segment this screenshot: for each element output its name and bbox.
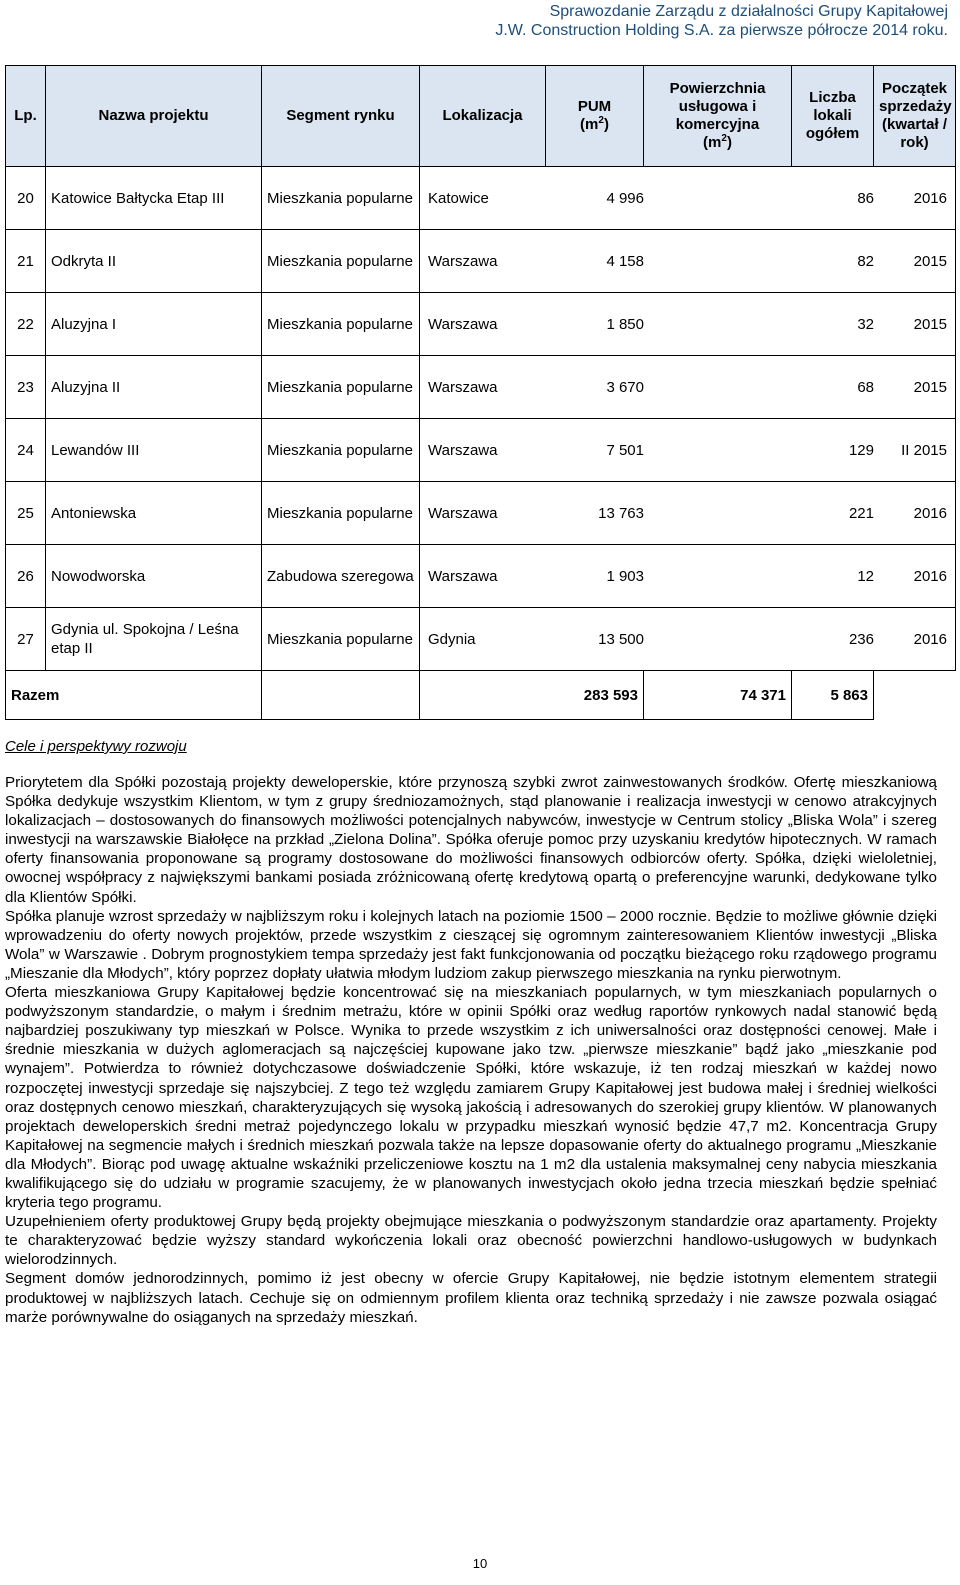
col-header-powierzchnia	[644, 66, 792, 167]
total-empty-cell	[262, 671, 420, 720]
cell-lp: 22	[6, 293, 46, 356]
cell-liczba: 236	[848, 630, 874, 648]
cell-liczba: 12	[857, 567, 874, 585]
col-header-pum	[546, 66, 644, 167]
cell-lp: 21	[6, 230, 46, 293]
cell-poczatek: 2016	[913, 567, 947, 585]
cell-lp: 25	[6, 482, 46, 545]
col-header-lp: Lp.	[6, 66, 46, 167]
cell-segment: Mieszkania popularne	[262, 608, 420, 671]
cell-lp: 23	[6, 356, 46, 419]
cell-pum: 13 763	[598, 504, 644, 522]
col-header-nazwa: Nazwa projektu	[46, 66, 262, 167]
cell-poczatek: 2016	[913, 504, 947, 522]
table-row	[6, 545, 956, 608]
paragraph: Priorytetem dla Spółki pozostają projekty deweloperskie, które przynoszą szybki zwrot zainwestowanych środków. Ofertę mieszkaniową Spółka dedykuje wszystkim Klientom, w tym z grupy średniozamożnych, stąd planowanie i realizacja inwestycji w cenowo atrakcyjnych lokalizacjach – dostosowanych do finansowych możliwości potencjalnych nabywców, inwestycje w Centrum stolicy „Bliska Wola” i szereg inwestycji na warszawskie Białołęce na przkład „Zielona Dolina”. Spółka oferuje pomoc przy uzyskaniu kredytów hipotecznych. W ramach oferty finansowania proponowane są programy dostosowane do możliwości finansowych odbiorców oferty. Spółka, dzięki wieloletniej, owocnej współpracy z największymi bankami posiada zróżnicowaną ofertę kredytową opartą o preferencyjne warunki, dedykowane tylko dla Klientów Spółki.	[5, 774, 937, 906]
cell-nazwa: Nowodworska	[46, 545, 262, 608]
col-header-segment: Segment rynku	[262, 66, 420, 167]
cell-details	[420, 608, 956, 671]
col-header-pow-label: Powierzchnia usługowa i komercyjna	[669, 80, 766, 133]
cell-lokalizacja: Warszawa	[428, 315, 498, 333]
body-text	[5, 773, 937, 1327]
cell-lokalizacja: Gdynia	[428, 630, 476, 648]
table-header-row	[6, 66, 956, 167]
table-row	[6, 419, 956, 482]
cell-lp: 24	[6, 419, 46, 482]
cell-segment: Mieszkania popularne	[262, 293, 420, 356]
cell-nazwa: Aluzyjna I	[46, 293, 262, 356]
table-row	[6, 167, 956, 230]
cell-details	[420, 545, 956, 608]
pum-unit-close: )	[603, 116, 609, 133]
table-row	[6, 293, 956, 356]
cell-details	[420, 293, 956, 356]
paragraph: Uzupełnieniem oferty produktowej Grupy będą projekty obejmujące mieszkania o podwyższonym standardzie oraz apartamenty. Projekty te charakteryzować będzie wyższy standard wykończenia lokali oraz obecność powierzchni handlowo-usługowych w budynkach wielorodzinnych.	[5, 1213, 937, 1269]
header-line-1: Sprawozdanie Zarządu z działalności Grupy Kapitałowej	[549, 3, 948, 20]
cell-lokalizacja: Warszawa	[428, 252, 498, 270]
cell-lokalizacja: Warszawa	[428, 504, 498, 522]
table-row	[6, 608, 956, 671]
total-blank	[874, 671, 956, 720]
total-pum: 283 593	[420, 671, 644, 720]
cell-segment: Zabudowa szeregowa	[262, 545, 420, 608]
total-pow: 74 371	[644, 671, 792, 720]
cell-nazwa: Aluzyjna II	[46, 356, 262, 419]
col-header-lokalizacja: Lokalizacja	[420, 66, 546, 167]
cell-poczatek: 2015	[913, 315, 947, 333]
cell-nazwa: Lewandów III	[46, 419, 262, 482]
cell-liczba: 86	[857, 189, 874, 207]
table-row	[6, 356, 956, 419]
cell-lp: 26	[6, 545, 46, 608]
paragraph: Spółka planuje wzrost sprzedaży w najbliższym roku i kolejnych latach na poziomie 1500 – 2000 rocznie. Będzie to możliwe głównie dzięki wprowadzeniu do oferty nowych projektów, przede wszystkim z cieszącej się ogromnym zainteresowaniem Klientów inwestycji „Bliska Wola” w Warszawie . Dobrym prognostykiem tempa sprzedaży jest fakt funkcjonowania od początku bieżącego roku rządowego programu „Mieszanie dla Młodych”, który poprzez dopłaty ułatwia młodym ludziom zakup pierwszego mieszkania na rynku pierwotnym.	[5, 907, 937, 982]
paragraph: Segment domów jednorodzinnych, pomimo iż jest obecny w ofercie Grupy Kapitałowej, nie będzie istotnym elementem strategii produktowej w najbliższych latach. Cechuje się on odmiennym profilem klienta oraz techniką sprzedaży i nie zawsze pozwala osiągać marże porównywalne do osiąganych na sprzedaży mieszkań.	[5, 1270, 937, 1326]
cell-liczba: 68	[857, 378, 874, 396]
cell-liczba: 221	[848, 504, 874, 522]
pow-unit-sup: 2	[721, 133, 727, 144]
cell-lokalizacja: Warszawa	[428, 378, 498, 396]
section-title: Cele i perspektywy rozwoju	[5, 738, 187, 755]
cell-poczatek: 2015	[913, 378, 947, 396]
cell-segment: Mieszkania popularne	[262, 356, 420, 419]
cell-nazwa: Odkryta II	[46, 230, 262, 293]
col-header-pum-label: PUM	[577, 98, 612, 115]
paragraph: Oferta mieszkaniowa Grupy Kapitałowej będzie koncentrować się na mieszkaniach popularnych, w tym mieszkaniach popularnych o podwyższonym standardzie, o małym i średnim metrażu, które w opinii Spółki oraz według raportów rynkowych nadal stanowić będą najbardziej poszukiwany typ mieszkań w Polsce. Wynika to przede wszystkim z ich uniwersalności oraz dostępności cenowej. Małe i średnie mieszkania w dużych aglomeracjach są najczęściej kupowane jako tzw. „pierwsze mieszkanie” bądź jako „mieszkanie pod wynajem”. Potwierdza to również dotychczasowe doświadczenie Spółki, które wskazuje, iż ten rodzaj mieszkań w każdej nowo rozpoczętej inwestycji sprzedaje się najszybciej. Z tego też względu zamiarem Grupy Kapitałowej jest budowa małej i średniej wielkości oraz dostępnych cenowo mieszkań, charakteryzujących się wysoką jakością i adresowanych do szerokiej grupy klientów. W planowanych projektach deweloperskich średni metraż pojedynczego lokalu w przypadku mieszkań wynosić będzie 47,7 m2. Koncentracja Grupy Kapitałowej na segmencie małych i średnich mieszkań pozwala także na lepsze dopasowanie oferty do aktualnego programu „Mieszkanie dla Młodych”. Biorąc pod uwagę aktualne wskaźniki przeliczeniowe kosztu na 1 m2 dla ustalenia maksymalnej ceny nabycia mieszkania kwalifikującego się do udziału w programie szacujemy, że w planowanych inwestycjach około jedna trzecia mieszkań będzie spełniać kryteria tego programu.	[5, 984, 937, 1212]
cell-pum: 13 500	[598, 630, 644, 648]
cell-poczatek: 2016	[913, 189, 947, 207]
pum-unit-sup: 2	[598, 115, 604, 126]
cell-poczatek: 2015	[913, 252, 947, 270]
pow-unit-open: (m	[703, 134, 722, 151]
col-header-poczatek: Początek sprzedaży (kwartał / rok)	[874, 66, 956, 167]
cell-pum: 1 850	[606, 315, 644, 333]
cell-lokalizacja: Warszawa	[428, 567, 498, 585]
page-header	[495, 2, 948, 40]
cell-pum: 4 158	[606, 252, 644, 270]
pum-unit-open: (m	[580, 116, 599, 133]
pow-unit-close: )	[726, 134, 732, 151]
table-row	[6, 482, 956, 545]
cell-segment: Mieszkania popularne	[262, 167, 420, 230]
table-row	[6, 230, 956, 293]
cell-poczatek: 2016	[913, 630, 947, 648]
cell-details	[420, 419, 956, 482]
cell-pum: 7 501	[606, 441, 644, 459]
cell-pum: 1 903	[606, 567, 644, 585]
cell-lokalizacja: Warszawa	[428, 441, 498, 459]
cell-lp: 27	[6, 608, 46, 671]
cell-lp: 20	[6, 167, 46, 230]
cell-nazwa: Antoniewska	[46, 482, 262, 545]
cell-details	[420, 167, 956, 230]
cell-segment: Mieszkania popularne	[262, 482, 420, 545]
projects-table	[5, 65, 956, 720]
cell-pum: 4 996	[606, 189, 644, 207]
header-line-2: J.W. Construction Holding S.A. za pierwsze półrocze 2014 roku.	[495, 22, 948, 39]
cell-details	[420, 230, 956, 293]
col-header-liczba: Liczba lokali ogółem	[792, 66, 874, 167]
cell-nazwa: Katowice Bałtycka Etap III	[46, 167, 262, 230]
page-number: 10	[472, 1556, 488, 1571]
total-row	[6, 671, 956, 720]
cell-details	[420, 356, 956, 419]
cell-segment: Mieszkania popularne	[262, 419, 420, 482]
cell-liczba: 32	[857, 315, 874, 333]
total-liczba: 5 863	[792, 671, 874, 720]
cell-liczba: 82	[857, 252, 874, 270]
cell-nazwa: Gdynia ul. Spokojna / Leśna etap II	[46, 608, 262, 671]
cell-details	[420, 482, 956, 545]
cell-liczba: 129	[848, 441, 874, 459]
cell-poczatek: II 2015	[901, 441, 947, 459]
cell-pum: 3 670	[606, 378, 644, 396]
cell-segment: Mieszkania popularne	[262, 230, 420, 293]
cell-lokalizacja: Katowice	[428, 189, 489, 207]
total-label: Razem	[6, 671, 262, 720]
